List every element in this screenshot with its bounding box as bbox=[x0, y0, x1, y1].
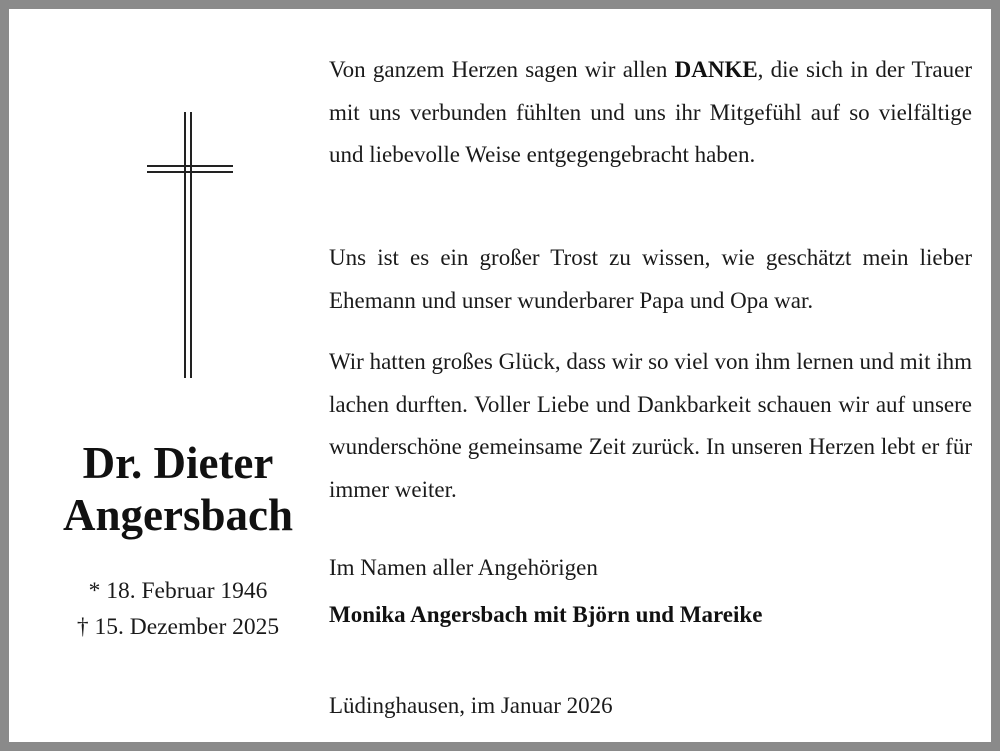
name-line-2: Angersbach bbox=[62, 490, 293, 540]
place-and-date: Lüdinghausen, im Januar 2026 bbox=[329, 693, 613, 718]
signature-names: Monika Angersbach mit Björn und Mareike bbox=[329, 602, 763, 627]
message-paragraph-2: Uns ist es ein großer Trost zu wissen, wie geschätzt mein lieber Ehemann und unser wunderbarer Papa und Opa war. bbox=[329, 245, 972, 313]
birth-date: * 18. Februar 1946 bbox=[88, 578, 268, 604]
message-paragraph-1 bbox=[329, 49, 972, 177]
signature-intro: Im Namen aller Angehörigen bbox=[329, 555, 598, 580]
message-p1-start: Von ganzem Herzen sagen wir allen bbox=[329, 57, 675, 82]
life-dates bbox=[35, 573, 321, 645]
message-p1-end: , die sich in der Trauer mit uns verbunden fühlten und uns ihr Mitgefühl auf so vielfältige und liebevolle Weise entgegengebracht haben. bbox=[329, 57, 972, 167]
death-date: † 15. Dezember 2025 bbox=[76, 614, 280, 640]
message-paragraph-3: Wir hatten großes Glück, dass wir so viel von ihm lernen und mit ihm lachen durften. Voller Liebe und Dankbarkeit schauen wir auf unsere wunderschöne gemeinsame Zeit zurück. In unseren Herzen lebt er für immer weiter. bbox=[329, 349, 972, 502]
thanks-emphasis: DANKE bbox=[674, 57, 758, 82]
deceased-name bbox=[35, 437, 321, 541]
name-line-1: Dr. Dieter bbox=[82, 438, 274, 488]
latin-cross-icon bbox=[147, 109, 247, 381]
